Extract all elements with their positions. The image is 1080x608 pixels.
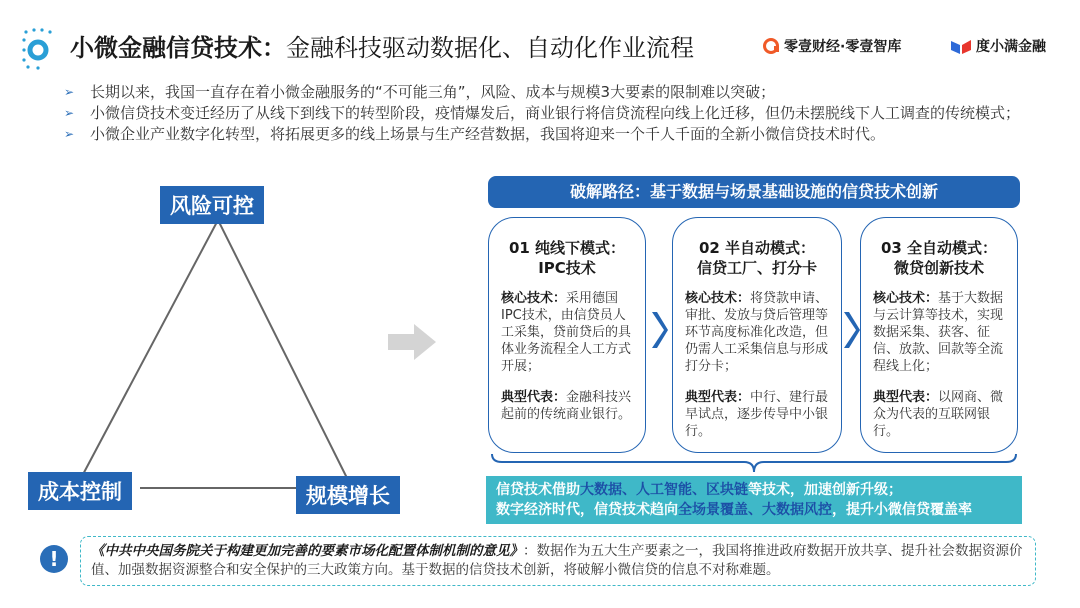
card-title: 01 纯线下模式： IPC技术 — [508, 239, 626, 277]
summary-line-1: 信贷技术借助大数据、人工智能、区块链等技术，加速创新升级； — [496, 482, 902, 498]
summary-box — [486, 476, 1022, 524]
card-title: 02 半自动模式： 信贷工厂、打分卡 — [696, 239, 817, 277]
brand-lingyi — [762, 36, 901, 56]
intro-bullets — [64, 82, 1064, 145]
bullet-arrow-icon: ➢ — [64, 85, 75, 99]
bullet-item: ➢ 小微企业产业数字化转型，将拓展更多的线上场景与生产经营数据，我国将迎来一个千人千面的全新小微信贷技术时代。 — [64, 125, 886, 143]
exclamation-icon: ! — [40, 545, 68, 573]
tag-risk-control: 风险可控 — [160, 186, 264, 224]
tag-cost-control: 成本控制 — [28, 472, 132, 510]
bullet-item: ➢ 小微信贷技术变迁经历了从线下到线下的转型阶段，疫情爆发后，商业银行将信贷流程向线上化迁移，但仍未摆脱线下人工调查的传统模式； — [64, 104, 1021, 122]
bullet-arrow-icon: ➢ — [64, 127, 75, 141]
bullet-item: ➢ 长期以来，我国一直存在着小微金融服务的“不可能三角”，风险、成本与规模3大要素的限制难以突破； — [64, 83, 776, 101]
chevron-right-icon — [650, 310, 668, 350]
card-representative: 典型代表：中行、建行最早试点，逐步传导中小银行。 — [685, 390, 829, 439]
mode-card-offline — [488, 217, 646, 453]
card-representative: 典型代表：以网商、微众为代表的互联网银行。 — [873, 390, 1004, 439]
page-title — [70, 28, 694, 63]
mode-card-full-auto — [860, 217, 1018, 453]
card-core-tech: 核心技术：采用德国IPC技术，由信贷员人工采集，贷前贷后的具体业务流程全人工方式开展； — [501, 291, 632, 374]
brace-divider — [488, 452, 1020, 474]
title-subtitle: 金融科技驱动数据化、自动化作业流程 — [286, 34, 694, 62]
brand2-label: 度小满金融 — [976, 39, 1046, 55]
card-core-tech: 核心技术：基于大数据与云计算等技术，实现数据采集、获客、征信、放款、回款等全流程线上化； — [873, 291, 1004, 374]
brand1-label: 零壹财经·零壹智库 — [784, 39, 902, 55]
card-representative: 典型代表：金融科技兴起前的传统商业银行。 — [501, 390, 632, 422]
brand1-logo-icon — [762, 37, 780, 55]
note-title: 《中共中央国务院关于构建更加完善的要素市场化配置体制机制的意见》 — [91, 543, 523, 559]
big-arrow-icon — [388, 322, 438, 362]
chevron-right-icon — [842, 310, 860, 350]
policy-note — [80, 536, 1036, 586]
mode-card-semi-auto — [672, 217, 842, 453]
note-text: ：数据作为五大生产要素之一，我国将推进政府数据开放共享、提升社会数据资源价值、加强数据资源整合和安全保护的三大政策方向。基于数据的信贷技术创新，将破解小微信贷的信息不对称难题。 — [91, 543, 1023, 578]
brand2-logo-icon — [950, 37, 972, 55]
card-core-tech: 核心技术：将贷款申请、审批、发放与贷后管理等环节高度标准化改造，但仍需人工采集信息与形成打分卡； — [685, 291, 829, 374]
bullet-arrow-icon: ➢ — [64, 106, 75, 120]
tag-scale-growth: 规模增长 — [296, 476, 400, 514]
solution-banner: 破解路径：基于数据与场景基础设施的信贷技术创新 — [488, 176, 1020, 208]
title-bold: 小微金融信贷技术： — [70, 34, 286, 62]
brand-duxiaoman — [950, 36, 1046, 56]
card-title: 03 全自动模式： 微贷创新技术 — [880, 239, 998, 277]
summary-line-2: 数字经济时代，信贷技术趋向全场景覆盖、大数据风控，提升小微信贷覆盖率 — [496, 502, 972, 518]
dot-logo-icon — [20, 26, 64, 70]
